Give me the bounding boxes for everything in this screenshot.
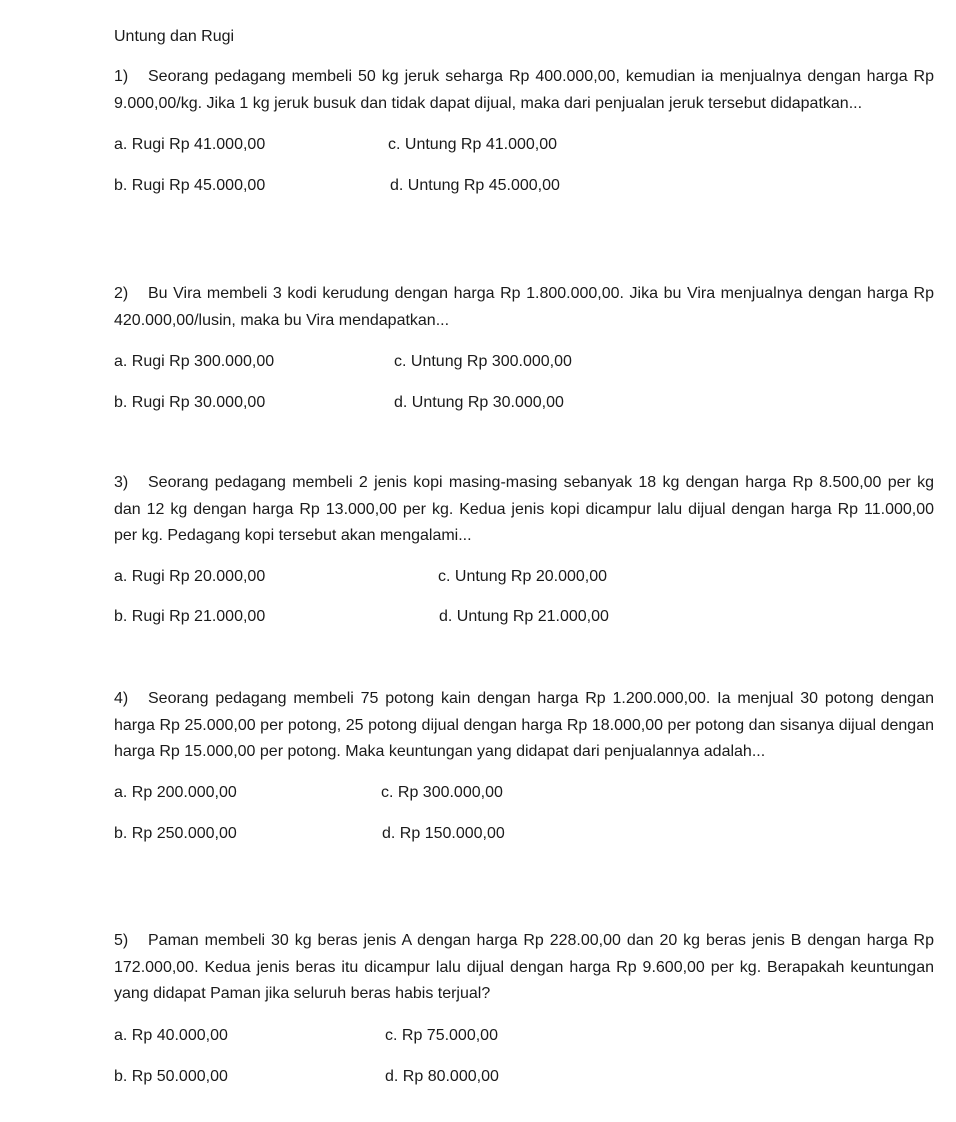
question-text: [114, 64, 934, 117]
option-a[interactable]: a. Rugi Rp 41.000,00: [114, 136, 266, 153]
option-c[interactable]: c. Rp 300.000,00: [381, 783, 503, 801]
option-d[interactable]: d. Rp 80.000,00: [385, 1067, 499, 1085]
option-d[interactable]: d. Untung Rp 30.000,00: [394, 394, 564, 411]
option-c[interactable]: c. Untung Rp 300.000,00: [394, 353, 572, 370]
question-number: 5): [114, 932, 129, 949]
question-body: Paman membeli 30 kg beras jenis A dengan harga Rp 228.00,00 dan 20 kg beras jenis B dengan harga Rp 172.000,00. Kedua jenis beras itu dicampur lalu dijual dengan harga Rp 9.600,00 per kg. Berapakah keuntungan yang didapat Paman jika seluruh beras habis terjual?: [114, 932, 934, 1002]
question-body: Seorang pedagang membeli 2 jenis kopi masing-masing sebanyak 18 kg dengan harga Rp 8.500,00 per kg dan 12 kg dengan harga Rp 13.000,00 per kg. Kedua jenis kopi dicampur lalu dijual dengan harga Rp 11.000,00 per kg. Pedagang kopi tersebut akan mengalami...: [114, 474, 934, 544]
option-row: [114, 352, 934, 372]
option-row: [114, 1026, 934, 1046]
question-2: [114, 281, 934, 413]
option-row: [114, 393, 934, 413]
option-row: [114, 783, 934, 803]
question-number: 2): [114, 285, 129, 302]
option-b[interactable]: b. Rp 250.000,00: [114, 824, 237, 842]
option-d[interactable]: d. Rp 150.000,00: [382, 824, 505, 842]
option-a[interactable]: a. Rp 40.000,00: [114, 1026, 228, 1044]
option-row: [114, 607, 934, 627]
option-b[interactable]: b. Rugi Rp 45.000,00: [114, 177, 266, 194]
option-b[interactable]: b. Rugi Rp 30.000,00: [114, 394, 266, 411]
document-title: Untung dan Rugi: [114, 28, 235, 45]
question-text: [114, 928, 934, 1008]
option-d[interactable]: d. Untung Rp 21.000,00: [439, 607, 609, 625]
question-text: [114, 281, 934, 334]
option-row: [114, 176, 934, 196]
question-body: Seorang pedagang membeli 50 kg jeruk seharga Rp 400.000,00, kemudian ia menjualnya dengan harga Rp 9.000,00/kg. Jika 1 kg jeruk busuk dan tidak dapat dijual, maka dari penjualan jeruk tersebut didapatkan...: [114, 68, 934, 112]
question-number: 4): [114, 690, 129, 707]
option-a[interactable]: a. Rugi Rp 20.000,00: [114, 567, 266, 585]
question-5: [114, 928, 934, 1087]
question-1: [114, 64, 934, 196]
question-body: Seorang pedagang membeli 75 potong kain dengan harga Rp 1.200.000,00. Ia menjual 30 potong dengan harga Rp 25.000,00 per potong, 25 potong dijual dengan harga Rp 18.000,00 per potong dan sisanya dijual dengan harga Rp 15.000,00 per potong. Maka keuntungan yang didapat dari penjualannya adalah...: [114, 690, 934, 760]
question-body: Bu Vira membeli 3 kodi kerudung dengan harga Rp 1.800.000,00. Jika bu Vira menjualnya dengan harga Rp 420.000,00/lusin, maka bu Vira mendapatkan...: [114, 285, 934, 329]
option-row: [114, 824, 934, 844]
question-3: [114, 470, 934, 627]
option-a[interactable]: a. Rugi Rp 300.000,00: [114, 353, 275, 370]
option-d[interactable]: d. Untung Rp 45.000,00: [390, 177, 560, 194]
option-row: [114, 1067, 934, 1087]
question-text: [114, 470, 934, 550]
option-c[interactable]: c. Untung Rp 20.000,00: [438, 567, 608, 585]
option-b[interactable]: b. Rugi Rp 21.000,00: [114, 607, 266, 625]
question-number: 3): [114, 474, 129, 491]
option-row: [114, 135, 934, 155]
option-c[interactable]: c. Rp 75.000,00: [385, 1026, 498, 1044]
option-a[interactable]: a. Rp 200.000,00: [114, 783, 237, 801]
question-number: 1): [114, 68, 129, 85]
option-row: [114, 567, 934, 587]
option-c[interactable]: c. Untung Rp 41.000,00: [388, 136, 558, 153]
question-4: [114, 686, 934, 844]
option-b[interactable]: b. Rp 50.000,00: [114, 1067, 228, 1085]
question-text: [114, 686, 934, 766]
